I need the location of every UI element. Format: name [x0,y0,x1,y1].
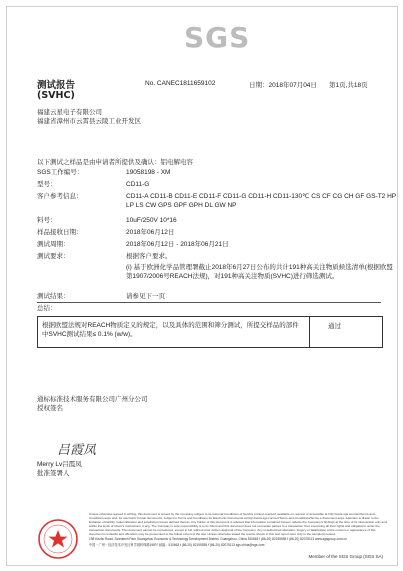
summary-box [37,316,383,348]
page-indicator: 第1页,共18页 [329,82,368,89]
summary-text: 根据欧盟法规对REACH物质定义的规定，以及具体的范围和筛分测试，所提交样品的部件中SVHC测试结果≤ 0.1% (w/w)。 [42,322,299,338]
field-value: 请参见下一页 [126,293,165,300]
report-number: No. CANEC1811659102 [145,80,216,87]
field-label: 测试要求： [37,253,70,260]
client-name: 福建云星电子有限公司 [37,109,102,116]
field-value: 2018年06月12日 [126,229,175,236]
signoff-role: 授权签名 [37,405,63,412]
field-label: 客户参考信息： [37,193,83,200]
signatory-title: 批准签署人 [37,470,70,477]
field-label: 样品接收日期： [37,229,83,236]
address-chinese: 中国・广州・经济技术开发区科学城科珠路198号 邮编：510663 t (86-20) 82155555 f (86-20) 82075113 sgs.china@sgs.com [89,543,265,547]
field-value: 2018年06月12日 - 2018年06月21日 [126,241,229,248]
summary-result: 通过 [328,323,341,330]
field-label: 测试结果： [37,293,70,300]
client-block [37,108,141,126]
field-label: 测试周期： [37,241,70,248]
field-label: SGS工作编号： [37,169,84,176]
company-seal-icon [37,518,79,560]
address-english: 198 Kezhu Road, Scientech Park Guangzhou Economic & Technology Development District, Guangzhou, China 510663 t (86-20) 82155555 f (86-20) 82075113 www.sgsgroup.com.cn [89,537,347,541]
signoff-company: 通标标准技术服务有限公司广州分公司 [37,396,148,403]
member-note: Member of the SGS Group (SGS SA) [308,554,383,559]
sample-intro: 以下测试之样品是由申请者所提供及确认：铝电解电容 [37,159,193,166]
summary-divider [309,317,310,347]
report-title: 测试报告 [37,80,76,91]
field-value: CD11-A CD11-B CD11-E CD11-F CD11-G CD11-H CD11-130℃ CS CF CG CH GF GS-T2 HP LP LS CW GPS GPF GPH DL GW NP [126,193,397,209]
client-address: 福建省漳州市云霄县云陵工业开发区 [37,118,141,125]
field-value: 根据客户要求。 [126,253,172,260]
field-label: 料号： [37,217,57,224]
signatory-name: Merry Lv吕霞凤 [37,461,82,468]
sgs-logo: SGS [184,21,251,54]
divider [37,302,381,303]
report-page [6,6,398,566]
field-value: (i) 基于欧洲化学品管理署截止2018年6月27日公布的共计191种高关注物质候选清单(根据欧盟第1907/2006号REACH法规)，对191种高关注物质(SVHC)进行筛选测试。 [126,264,393,280]
summary-heading: 总结： [37,305,57,312]
report-subtitle: (SVHC) [37,90,75,101]
signatory-block [37,460,82,478]
field-label: 型号： [37,181,57,188]
report-date: 日期：2018年07月04日 [249,82,317,89]
handwritten-signature: 吕霞凤 [57,443,97,458]
signoff-company-block [37,395,148,413]
field-value: CD11-G [126,181,150,188]
field-value: 19058198 - XM [126,169,171,176]
field-value: 10uF/250V 10*16 [126,217,177,224]
terms-fine-print: Unless otherwise agreed in writing, this document is issued by the Company subject to its General Conditions of Service printed overleaf, available on request or accessible at http://www.sgs.com/en/Terms-and-Conditions.aspx and, for electronic format documents, subject to Terms and Conditions for Electronic Documents at http://www.sgs.com/en/Terms-and-Conditions/Terms-e-Document.aspx. Attention is drawn to the limitation of liability, indemnification and jurisdiction issues defined therein. Any holder of this document is advised that information contained hereon reflects the Company's findings at the time of its intervention only and within the limits of Client's instructions, if any. The Company's sole responsibility is to its Client and this document does not exonerate parties to a transaction from exercising all their rights and obligations under the transaction documents. This document cannot be reproduced, except in full, without prior written approval of the Company. Any unauthorized alteration, forgery or falsification of the content or appearance of this document is unlawful and offenders may be prosecuted to the fullest extent of the law. Unless otherwise stated the results shown in this test report refer only to the sample(s) tested. [89,512,387,536]
